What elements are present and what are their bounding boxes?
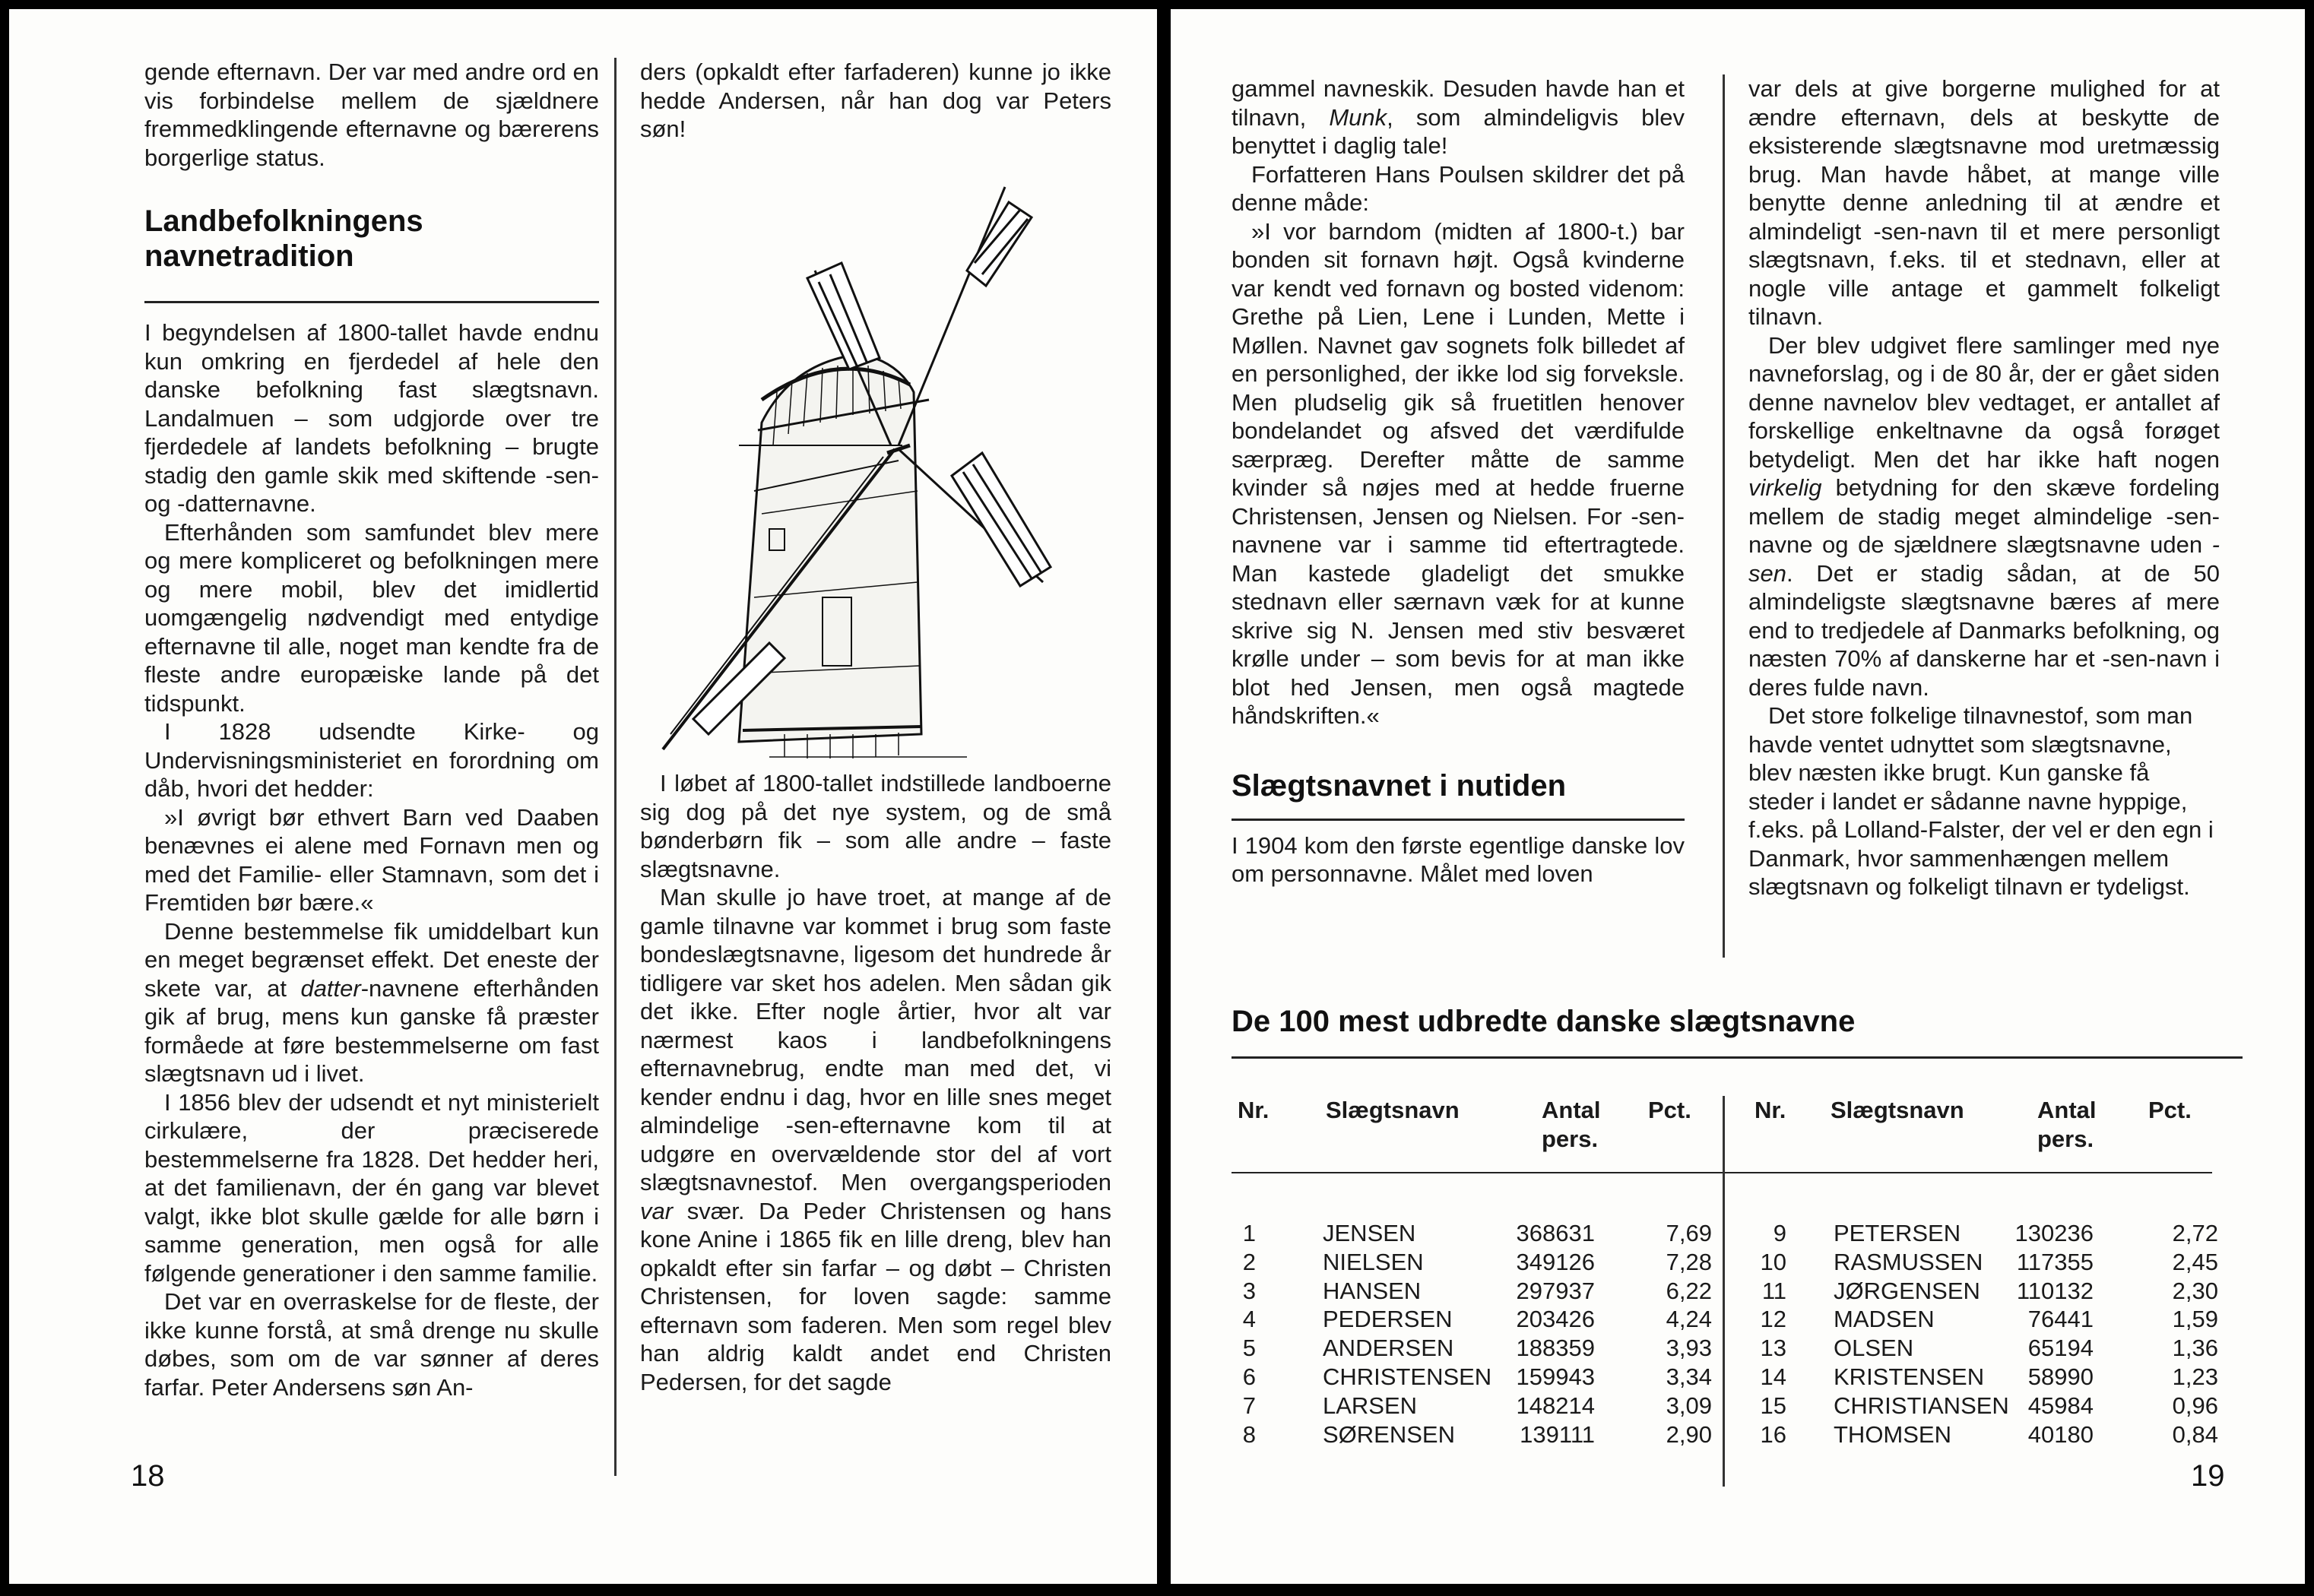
percent-cell: 1,23 [2172, 1363, 2218, 1390]
count-cell: 139111 [1520, 1420, 1595, 1448]
table-header-rule [1231, 1172, 2212, 1173]
surname-cell: OLSEN [1834, 1335, 1914, 1362]
header-antal: Antal [1542, 1097, 1601, 1123]
count-cell: 188359 [1516, 1335, 1595, 1362]
rank-cell: 13 [1760, 1335, 1786, 1362]
rank-cell: 1 [1242, 1220, 1256, 1246]
rank-cell: 16 [1760, 1420, 1786, 1448]
surname-cell: PETERSEN [1834, 1220, 1961, 1246]
left-column-2 [640, 58, 1111, 144]
quote: »I vor barndom (midten af 1800-t.) bar bonden sit fornavn højt. Også kvinderne var kendt ved fornavn og bosted videnom: Grethe på Lien, Lene i Lunden, Mette i Møllen. Navnet gav sognets folk billedet af en personlighed, der ikke lod sig forveksle. Men pludselig gik så fruetitlen henover bondelandet og afsved det værdifulde særpræg. Derefter måtte de samme kvinder så nøjes med at hedde fruerne Christensen, Jensen og Nielsen. For -sen-navnene var i samme tid eftertragtede. Man kastede gladeligt det smukke stednavn eller særnavn væk for at kunne skrive sig N. Jensen med stiv besværet krølle under – som bevis for at man ikke blot hed Jensen, men også magtede håndskriften.« [1231, 217, 1685, 729]
page-number: 19 [2191, 1459, 2225, 1493]
column-divider [1723, 74, 1725, 958]
paragraph: var dels at give borgerne mulighed for at ændre efternavn, dels at beskytte de eksisterende slægtsnavne mod uretmæssig brug. Man havde håbet, at mange ville benytte denne anledning til at ændre et almindeligt -sen-navn til et mere personligt slægtsnavn, f.eks. til et stednavn, eller at nogle ville antage et gammelt folkeligt tilnavn. [1748, 75, 2220, 330]
rank-cell: 12 [1760, 1306, 1786, 1333]
count-cell: 65194 [2027, 1335, 2094, 1362]
percent-cell: 1,36 [2172, 1335, 2218, 1362]
percent-cell: 2,72 [2172, 1220, 2218, 1246]
rank-cell: 6 [1242, 1363, 1256, 1390]
count-cell: 76441 [2027, 1306, 2094, 1333]
table-row [1231, 1334, 2220, 1363]
paragraph: I 1904 kom den første egentlige danske lov om personnavne. Målet med loven [1231, 831, 1685, 887]
table-title: De 100 mest udbredte danske slægtsnavne [1231, 1005, 1856, 1038]
paragraph: Det var en overraskelse for de fleste, der ikke kunne forstå, at små drenge nu skulle døbes, som om de var sønner af deres farfar. Peter Andersens søn An- [144, 1288, 599, 1401]
percent-cell: 0,96 [2172, 1392, 2218, 1419]
table-row [1231, 1305, 2220, 1334]
rank-cell: 14 [1760, 1363, 1786, 1390]
percent-cell: 3,93 [1666, 1335, 1712, 1362]
percent-cell: 7,28 [1666, 1248, 1712, 1275]
surname-cell: ANDERSEN [1323, 1335, 1454, 1362]
windmill-illustration [648, 172, 1058, 765]
header-nr: Nr. [1755, 1097, 1786, 1123]
section-heading: Landbefolkningens navnetradition [144, 204, 423, 273]
percent-cell: 2,45 [2172, 1248, 2218, 1275]
paragraph: Denne bestemmelse fik umiddelbart kun en meget begrænset effekt. Det eneste der skete var, at datter-navnene efterhånden gik af brug, mens kun ganske få præster formåede at føre bestemmelserne om fast slægtsnavn ud i livet. [144, 917, 599, 1087]
count-cell: 159943 [1516, 1363, 1595, 1390]
surname-cell: JØRGENSEN [1834, 1277, 1980, 1304]
right-page [1171, 9, 2305, 1584]
paragraph: Det store folkelige tilnavnestof, som man havde ventet udnyttet som slægtsnavne, blev næsten ikke brugt. Kun ganske få steder i landet er sådanne navne hyppige, f.eks. på Lolland-Falster, der vel er den egn i Danmark, hvor sammenhængen mellem slægtsnavn og folkeligt tilnavn er tydeligst. [1748, 702, 2214, 900]
count-cell: 148214 [1516, 1392, 1595, 1419]
surname-cell: LARSEN [1323, 1392, 1418, 1419]
rank-cell: 5 [1242, 1335, 1256, 1362]
count-cell: 349126 [1516, 1248, 1595, 1275]
percent-cell: 4,24 [1666, 1306, 1712, 1333]
surname-cell: JENSEN [1323, 1220, 1416, 1246]
table-header [1231, 1096, 2243, 1187]
table-row [1231, 1420, 2220, 1449]
paragraph: Man skulle jo have troet, at mange af de gamle tilnavne var kommet i brug som faste bondeslægtsnavne, ligesom det hundrede år tidligere var sket hos adelen. Men sådan gik det ikke. Efter nogle årtier, hvor alt var nærmest kaos i landbefolkningens efternavnebrug, endte man med det, vi kender endnu i dag, hvor en lille snes meget almindelige -sen-efternavne kom til at udgøre en overvældende stor del af vort slægtsnavnestof. Men overgangsperioden var svær. Da Peder Christensen og hans kone Anine i 1865 fik en lille dreng, blev han opkaldt efter sin farfar – og døbt – Christen Christensen, for loven sagde: samme efternavn som faderen. Men som regel blev han aldrig kaldt andet end Christen Pedersen, for det sagde [640, 884, 1111, 1395]
count-cell: 58990 [2027, 1363, 2094, 1390]
rank-cell: 2 [1242, 1248, 1256, 1275]
table-row [1231, 1219, 2220, 1248]
header-name: Slægtsnavn [1831, 1097, 1964, 1123]
count-cell: 297937 [1516, 1277, 1595, 1304]
table-body [1231, 1219, 2243, 1508]
paragraph: Efterhånden som samfundet blev mere og mere kompliceret og befolkningen mere og mere mobil, blev det imidlertid uomgængelig nødvendigt med entydige efternavne til alle, noget man kendte fra de fleste andre europæiske lande på det tidspunkt. [144, 518, 599, 717]
rank-cell: 10 [1760, 1248, 1786, 1275]
surname-cell: MADSEN [1834, 1306, 1935, 1333]
surname-cell: PEDERSEN [1323, 1306, 1453, 1333]
table-row [1231, 1363, 2220, 1392]
column-divider [614, 58, 617, 1476]
rank-cell: 3 [1242, 1277, 1256, 1304]
table-row [1231, 1248, 2220, 1277]
rank-cell: 11 [1761, 1277, 1786, 1304]
percent-cell: 3,34 [1666, 1363, 1712, 1390]
surname-cell: SØRENSEN [1323, 1420, 1455, 1448]
paragraph: Der blev udgivet flere samlinger med nye navneforslag, og i de 80 år, der er gået siden denne navnelov blev vedtaget, er antallet af forskellige enkeltnavne da også forøget betydeligt. Men det har ikke haft nogen virkelig betydning for den skæve fordeling mellem de stadig meget almindelige -sen-navne og de sjældnere slægtsnavne uden -sen. Det er stadig sådan, at de 50 almindeligste slægtsnavne bæres af mere end to tredjedele af Danmarks befolkning, og næsten 70% af danskerne har et -sen-navn i deres fulde navn. [1748, 331, 2220, 701]
percent-cell: 2,90 [1666, 1420, 1712, 1448]
paragraph: ders (opkaldt efter farfaderen) kunne jo ikke hedde Andersen, når han dog var Peters søn! [640, 59, 1111, 142]
table-row [1231, 1277, 2220, 1306]
surname-cell: RASMUSSEN [1834, 1248, 1983, 1275]
rank-cell: 8 [1242, 1420, 1256, 1448]
paragraph: I 1856 blev der udsendt et nyt ministerielt cirkulære, der præciserede bestemmelserne fra 1828. Det hedder heri, at det familienavn, der én gang var blevet valgt, ikke blot skulle gælde for alle børn i samme generation, men også for alle følgende generationer i den samme familie. [144, 1088, 599, 1287]
left-page [9, 9, 1157, 1584]
percent-cell: 0,84 [2172, 1420, 2218, 1448]
header-pers: pers. [2037, 1126, 2094, 1152]
paragraph: Forfatteren Hans Poulsen skildrer det på denne måde: [1231, 160, 1685, 216]
header-antal: Antal [2037, 1097, 2097, 1123]
windmill-icon [648, 172, 1058, 765]
paragraph: I 1828 udsendte Kirke- og Undervisningsministeriet en forordning om dåb, hvori det hedder: [144, 718, 599, 802]
count-cell: 203426 [1516, 1306, 1595, 1333]
paragraph: gende efternavn. Der var med andre ord en vis forbindelse mellem de sjældnere fremmedklingende efternavne og bærerens borgerlige status. [144, 59, 599, 171]
surname-cell: NIELSEN [1323, 1248, 1424, 1275]
table-row [1231, 1392, 2220, 1420]
heading-rule [1231, 819, 1685, 821]
rank-cell: 15 [1760, 1392, 1786, 1419]
header-pct: Pct. [2148, 1097, 2192, 1123]
percent-cell: 6,22 [1666, 1277, 1712, 1304]
percent-cell: 2,30 [2172, 1277, 2218, 1304]
right-column-2 [1748, 74, 2220, 901]
section-heading: Slægtsnavnet i nutiden [1231, 768, 1567, 803]
page-number: 18 [131, 1459, 165, 1493]
rank-cell: 4 [1242, 1306, 1256, 1333]
header-nr: Nr. [1238, 1097, 1270, 1123]
count-cell: 110132 [2016, 1277, 2094, 1304]
rank-cell: 9 [1773, 1220, 1786, 1246]
header-pers: pers. [1542, 1126, 1599, 1152]
header-pct: Pct. [1648, 1097, 1691, 1123]
paragraph: I løbet af 1800-tallet indstillede landboerne sig dog på det nye system, og de små bønderbørn fik – som alle andre – faste slægtsnavne. [640, 770, 1111, 882]
count-cell: 117355 [2016, 1248, 2094, 1275]
surname-cell: HANSEN [1323, 1277, 1422, 1304]
count-cell: 368631 [1516, 1220, 1595, 1246]
table-top-rule [1231, 1056, 2243, 1059]
right-column-1 [1231, 74, 1685, 888]
paragraph: I begyndelsen af 1800-tallet havde endnu kun omkring en fjerdedel af hele den danske befolkning fast slægtsnavn. Landalmuen – som udgjorde over tre fjerdedele af landets befolkning – brugte stadig den gamle skik med skiftende -sen- og -datternavne. [144, 319, 599, 517]
paragraph: gammel navneskik. Desuden havde han et tilnavn, Munk, som almindeligvis blev benyttet i daglig tale! [1231, 75, 1685, 159]
count-cell: 45984 [2027, 1392, 2094, 1419]
surname-cell: KRISTENSEN [1834, 1363, 1985, 1390]
left-column-1 [144, 58, 599, 1401]
header-name: Slægtsnavn [1326, 1097, 1460, 1123]
surname-cell: CHRISTIANSEN [1834, 1392, 2009, 1419]
surname-cell: CHRISTENSEN [1323, 1363, 1492, 1390]
percent-cell: 7,69 [1666, 1220, 1712, 1246]
quote: »I øvrigt bør ethvert Barn ved Daaben benævnes ei alene med Fornavn men og med det Familie- eller Stamnavn, som det i Fremtiden bør bære.« [144, 803, 599, 916]
percent-cell: 3,09 [1666, 1392, 1712, 1419]
left-column-2-lower [640, 769, 1111, 1396]
count-cell: 130236 [2014, 1220, 2094, 1246]
rank-cell: 7 [1242, 1392, 1256, 1419]
heading-rule [144, 301, 599, 303]
percent-cell: 1,59 [2172, 1306, 2218, 1333]
count-cell: 40180 [2027, 1420, 2094, 1448]
surname-cell: THOMSEN [1834, 1420, 1951, 1448]
